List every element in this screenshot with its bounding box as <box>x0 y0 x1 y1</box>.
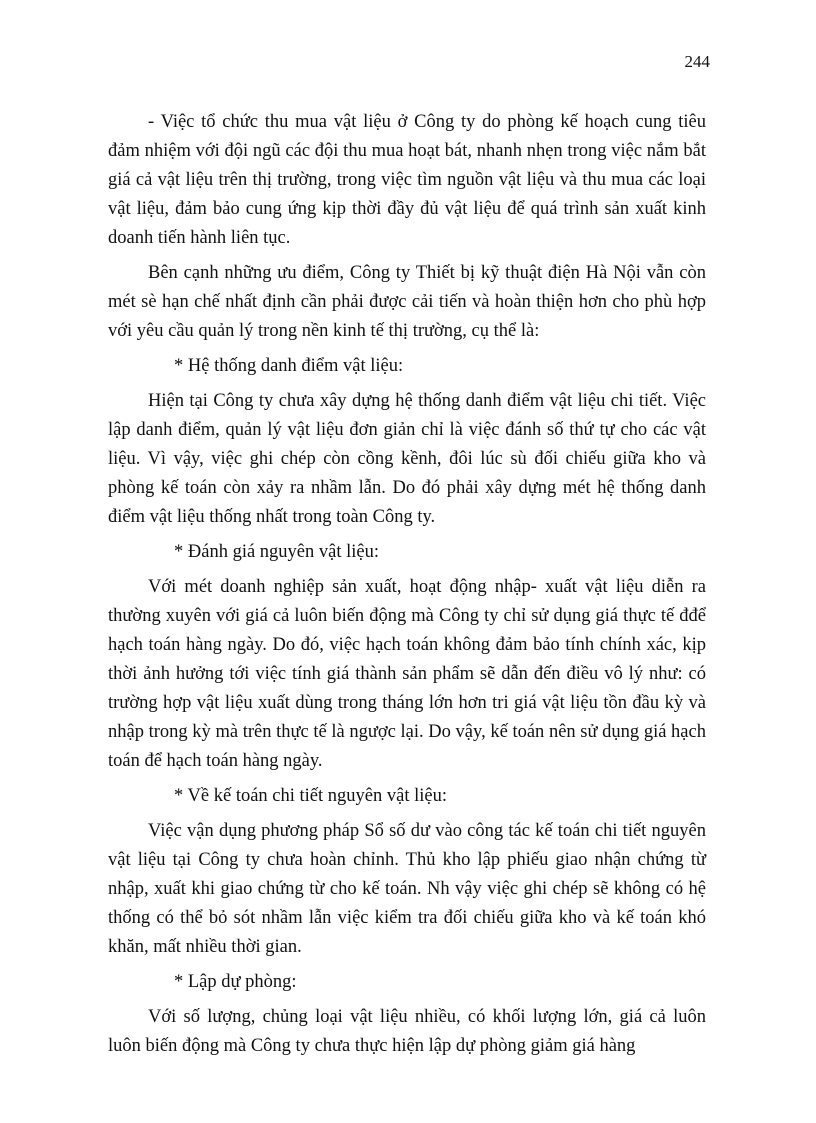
paragraph-purchasing: - Việc tổ chức thu mua vật liệu ở Công ty do phòng kế hoạch cung tiêu đảm nhiệm với đội ngũ các đội thu mua hoạt bát, nhanh nhẹn trong việc nắm bắt giá cả vật liệu trên thị trường, trong việc tìm nguồn vật liệu và thu mua các loại vật liệu, đảm bảo cung ứng kịp thời đầy đủ vật liệu để quá trình sản xuất kinh doanh tiến hành liên tục. <box>108 112 706 248</box>
paragraph-material-codes: Hiện tại Công ty chưa xây dựng hệ thống danh điểm vật liệu chi tiết. Việc lập danh điểm, quản lý vật liệu đơn giản chỉ là việc đánh số thứ tự cho các vật liệu. Vì vậy, việc ghi chép còn cồng kềnh, đôi lúc sù đối chiếu giữa kho và phòng kế toán còn xảy ra nhầm lẫn. Do đó phải xây dựng mét hệ thống danh điểm vật liệu thống nhất trong toàn Công ty. <box>108 391 706 527</box>
section-heading-detailed-accounting: * Về kế toán chi tiết nguyên vật liệu: <box>174 786 447 806</box>
paragraph-detailed-accounting: Việc vận dụng phương pháp Sổ số dư vào công tác kế toán chi tiết nguyên vật liệu tại Công ty chưa hoàn chỉnh. Thủ kho lập phiếu giao nhận chứng từ nhập, xuất khi giao chứng từ cho kế toán. Nh vậy việc ghi chép sẽ không có hệ thống có thể bỏ sót nhầm lẫn việc kiểm tra đối chiếu giữa kho và kế toán khó khăn, mất nhiều thời gian. <box>108 821 706 957</box>
page-body <box>108 108 706 1067</box>
paragraph-provisions: Với số lượng, chủng loại vật liệu nhiều, có khối lượng lớn, giá cả luôn luôn biến động mà Công ty chưa thực hiện lập dự phòng giảm giá hàng <box>108 1007 706 1056</box>
paragraph-material-valuation: Với mét doanh nghiệp sản xuất, hoạt động nhập- xuất vật liệu diễn ra thường xuyên với giá cả luôn biến động mà Công ty chỉ sử dụng giá thực tế đđể hạch toán hàng ngày. Do đó, việc hạch toán không đảm bảo tính chính xác, kịp thời ảnh hưởng tới việc tính giá thành sản phẩm sẽ dẫn đến điều vô lý như: có trường hợp vật liệu xuất dùng trong tháng lớn hơn tri giá vật liệu tồn đầu kỳ và nhập trong kỳ mà trên thực tế là ngược lại. Do vậy, kế toán nên sử dụng giá hạch toán để hạch toán hàng ngày. <box>108 577 706 771</box>
section-heading-provisions: * Lập dự phòng: <box>174 972 297 992</box>
section-heading-material-codes: * Hệ thống danh điểm vật liệu: <box>174 356 404 376</box>
section-heading-material-valuation: * Đánh giá nguyên vật liệu: <box>174 542 379 562</box>
paragraph-limitations-intro: Bên cạnh những ưu điểm, Công ty Thiết bị kỹ thuật điện Hà Nội vẫn còn mét sè hạn chế nhất định cần phải được cải tiến và hoàn thiện hơn cho phù hợp với yêu cầu quản lý trong nền kinh tế thị trường, cụ thể là: <box>108 263 706 341</box>
page-number: 244 <box>684 52 710 71</box>
